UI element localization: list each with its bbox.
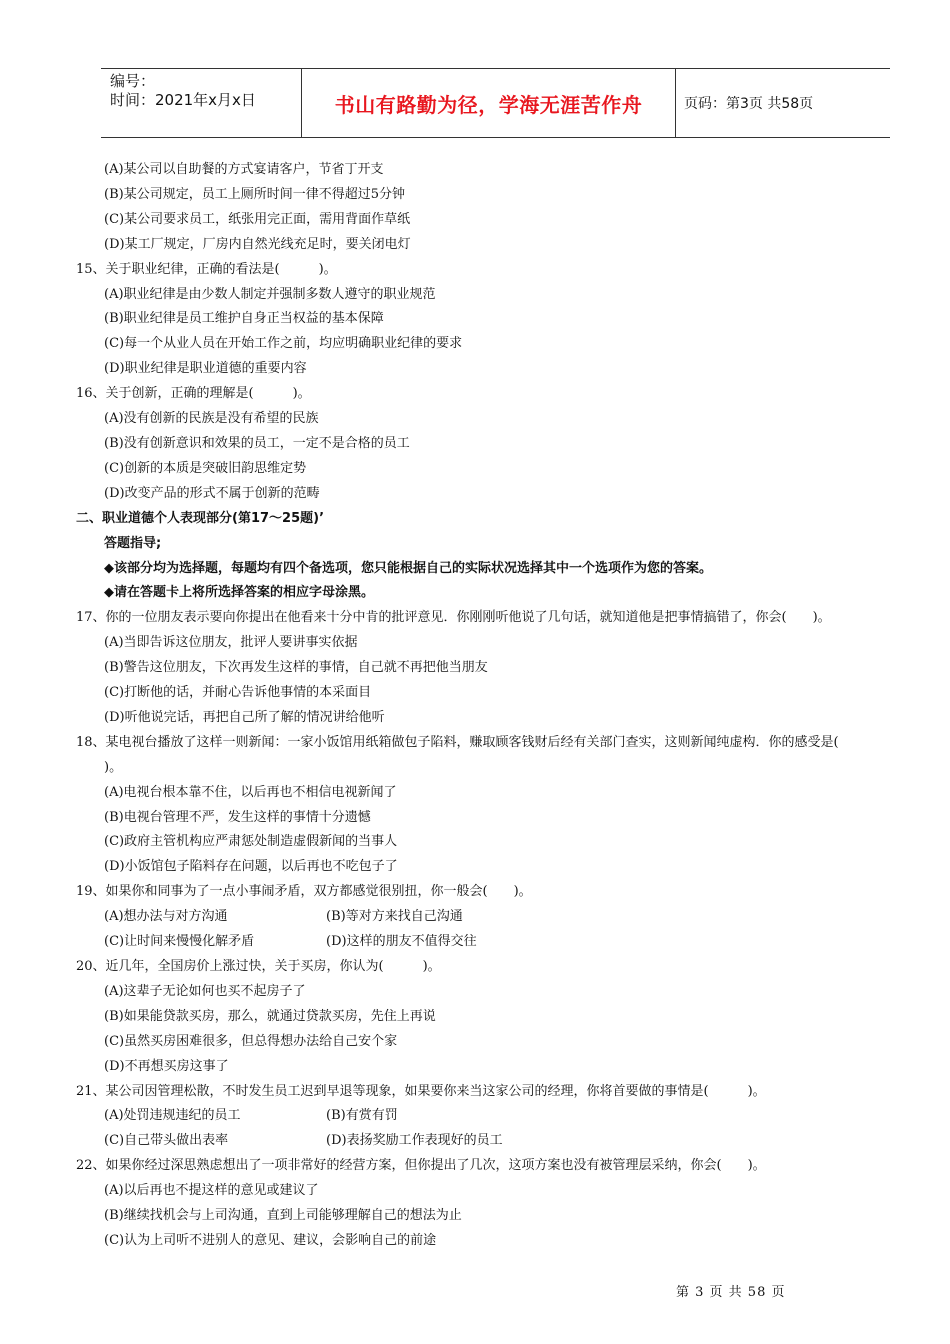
page-footer: 第 3 页 共 58 页 (676, 1285, 786, 1300)
document-number-label: 编号： (110, 72, 156, 90)
option-line: (C)某公司要求员工，纸张用完正面，需用背面作草纸 (104, 211, 411, 227)
option-row (76, 1129, 936, 1154)
header-motto: 书山有路勤为径，学海无涯苦作舟 (302, 69, 676, 137)
option-d: (D)这样的朋友不值得交往 (326, 934, 477, 950)
section-heading: 二、职业道德个人表现部分(第17～25题)’ (76, 510, 325, 526)
option-line: (C)政府主管机构应严肃惩处制造虚假新闻的当事人 (104, 834, 398, 850)
option-c: (C)让时间来慢慢化解矛盾 (104, 934, 255, 950)
option-a: (A)想办法与对方沟通 (104, 909, 228, 925)
question-22: 22、如果你经过深思熟虑想出了一项非常好的经营方案，但你提出了几次，这项方案也没有被管理层采纳，你会( )。 (76, 1158, 766, 1174)
page-header (101, 68, 890, 138)
question-19: 19、如果你和同事为了一点小事闹矛盾，双方都感觉很别扭，你一般会( )。 (76, 884, 532, 900)
option-b: (B)有赏有罚 (326, 1108, 398, 1124)
instruction-item: ◆该部分均为选择题，每题均有四个备选项，您只能根据自己的实际状况选择其中一个选项作为您的答案。 (104, 560, 712, 576)
option-line: (D)职业纪律是职业道德的重要内容 (104, 361, 307, 377)
option-line: (B)如果能贷款买房，那么，就通过贷款买房，先住上再说 (104, 1008, 436, 1024)
option-line: (C)创新的本质是突破旧韵思维定势 (104, 460, 307, 476)
option-row (76, 1104, 936, 1129)
option-line: (A)以后再也不提这样的意见或建议了 (104, 1183, 319, 1199)
option-d: (D)表扬奖励工作表现好的员工 (326, 1133, 503, 1149)
option-line: (D)小饭馆包子陷料存在问题，以后再也不吃包子了 (104, 859, 398, 875)
option-line: (B)警告这位朋友，下次再发生这样的事情，自己就不再把他当朋友 (104, 660, 488, 676)
option-line: (C)打断他的话，并耐心告诉他事情的本采面目 (104, 685, 372, 701)
option-line: (A)电视台根本靠不住，以后再也不相信电视新闻了 (104, 784, 397, 800)
option-a: (A)处罚违规违纪的员工 (104, 1108, 241, 1124)
option-line: (C)每一个从业人员在开始工作之前，均应明确职业纪律的要求 (104, 336, 463, 352)
option-b: (B)等对方来找自己沟通 (326, 909, 463, 925)
option-line: (B)电视台管理不严，发生这样的事情十分遗憾 (104, 809, 371, 825)
header-page-number: 页码：第3页 共58页 (684, 96, 814, 112)
option-line: (A)当即告诉这位朋友，批评人要讲事实依据 (104, 635, 358, 651)
question-17: 17、你的一位朋友表示要向你提出在他看来十分中肯的批评意见．你刚刚听他说了几句话，就知道他是把事情搞错了，你会( )。 (76, 610, 831, 626)
option-line: (A)职业纪律是由少数人制定并强制多数人遵守的职业规范 (104, 286, 436, 302)
option-line: (A)没有创新的民族是没有希望的民族 (104, 411, 319, 427)
option-line: (D)不再想买房这事了 (104, 1058, 229, 1074)
instructions-title: 答题指导; (104, 535, 162, 551)
question-15: 15、关于职业纪律，正确的看法是( )。 (76, 261, 337, 277)
instruction-item: ◆请在答题卡上将所选择答案的相应字母涂黑。 (104, 585, 374, 601)
document-date-label: 时间：2021年x月x日 (110, 91, 256, 109)
question-18: 18、某电视台播放了这样一则新闻：一家小饭馆用纸箱做包子陷料，赚取顾客钱财后经有关部门查实，这则新闻纯虚构．你的感受是( (76, 734, 839, 750)
document-body (76, 158, 936, 1254)
question-21: 21、某公司因管理松散，不时发生员工迟到早退等现象，如果要你来当这家公司的经理，你将首要做的事情是( )。 (76, 1083, 766, 1099)
option-c: (C)自己带头做出表率 (104, 1133, 229, 1149)
question-16: 16、关于创新，正确的理解是( )。 (76, 386, 311, 402)
question-20: 20、近几年，全国房价上涨过快，关于买房，你认为( )。 (76, 959, 441, 974)
option-row (76, 930, 936, 955)
option-row (76, 905, 936, 930)
option-line: (D)改变产品的形式不属于创新的范畴 (104, 485, 320, 501)
option-line: (B)继续找机会与上司沟通，直到上司能够理解自己的想法为止 (104, 1208, 462, 1224)
header-info-cell (101, 69, 302, 137)
option-line: (A)某公司以自助餐的方式宴请客户，节省丁开支 (104, 162, 384, 177)
option-line: (D)某工厂规定，厂房内自然光线充足时，要关闭电灯 (104, 236, 411, 252)
option-line: (B)没有创新意识和效果的员工，一定不是合格的员工 (104, 435, 410, 451)
option-line: (A)这辈子无论如何也买不起房子了 (104, 983, 306, 999)
question-18-continuation: )。 (104, 759, 123, 775)
option-line: (C)虽然买房困难很多，但总得想办法给自己安个家 (104, 1033, 398, 1049)
option-line: (B)某公司规定，员工上厕所时间一律不得超过5分钟 (104, 186, 405, 202)
option-line: (B)职业纪律是员工维护自身正当权益的基本保障 (104, 311, 384, 327)
option-line: (D)听他说完话，再把自己所了解的情况讲给他听 (104, 709, 385, 725)
option-line: (C)认为上司听不进别人的意见、建议，会影响自己的前途 (104, 1232, 437, 1248)
